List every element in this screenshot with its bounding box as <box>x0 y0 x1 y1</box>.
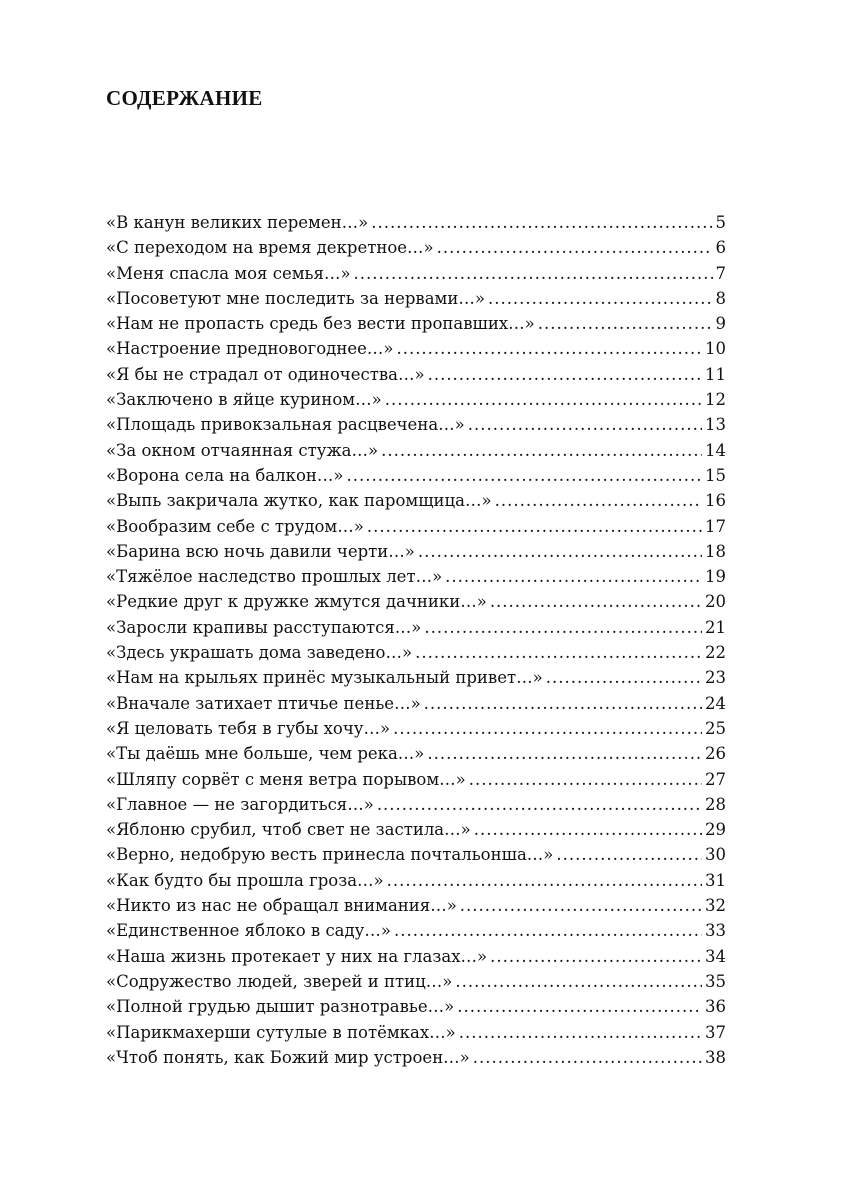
toc-entry-page-number: 36 <box>705 997 726 1017</box>
toc-entry-page-number: 8 <box>715 288 726 308</box>
toc-entry <box>106 1045 726 1070</box>
toc-entry-page-number: 7 <box>715 263 726 283</box>
dot-leader <box>445 564 702 589</box>
toc-entry <box>106 235 726 260</box>
toc-entry <box>106 336 726 361</box>
toc-entry-page-number: 32 <box>705 896 726 916</box>
toc-entry <box>106 767 726 792</box>
toc-entry <box>106 387 726 412</box>
dot-leader <box>490 944 702 969</box>
toc-entry <box>106 488 726 513</box>
toc-entry-title: «Посоветуют мне последить за нервами…» <box>106 288 485 308</box>
toc-entry-page-number: 21 <box>705 617 726 637</box>
toc-entry <box>106 741 726 766</box>
dot-leader <box>469 767 702 792</box>
toc-entry-page-number: 18 <box>705 541 726 561</box>
toc-entry <box>106 463 726 488</box>
toc-entry <box>106 994 726 1019</box>
toc-entry-page-number: 9 <box>715 314 726 334</box>
toc-entry-page-number: 10 <box>705 339 726 359</box>
toc-entry-title: «Настроение предновогоднее…» <box>106 339 394 359</box>
toc-entry-page-number: 14 <box>705 440 726 460</box>
toc-entry-page-number: 25 <box>705 718 726 738</box>
dot-leader <box>346 463 702 488</box>
toc-entry-title: «Чтоб понять, как Божий мир устроен…» <box>106 1047 470 1067</box>
dot-leader <box>538 311 713 336</box>
toc-entry-title: «Выпь закричала жутко, как паромщица…» <box>106 491 492 511</box>
toc-entry-title: «Нам не пропасть средь без вести пропавших…» <box>106 314 535 334</box>
dot-leader <box>381 438 702 463</box>
toc-entry <box>106 615 726 640</box>
toc-entry-title: «За окном отчаянная стужа…» <box>106 440 379 460</box>
dot-leader <box>427 741 702 766</box>
toc-entry-page-number: 29 <box>705 820 726 840</box>
toc-entry <box>106 362 726 387</box>
toc-entry <box>106 412 726 437</box>
toc-entry-title: «Барина всю ночь давили черти…» <box>106 541 415 561</box>
toc-entry-page-number: 31 <box>705 870 726 890</box>
toc-entry <box>106 311 726 336</box>
toc-entry <box>106 286 726 311</box>
toc-entry-title: «Яблоню срубил, чтоб свет не застила…» <box>106 820 471 840</box>
table-of-contents <box>106 210 726 1070</box>
toc-entry-title: «Единственное яблоко в саду…» <box>106 921 391 941</box>
toc-entry-page-number: 33 <box>705 921 726 941</box>
toc-entry-page-number: 16 <box>705 491 726 511</box>
toc-entry-page-number: 15 <box>705 465 726 485</box>
toc-entry-title: «Главное — не загордиться…» <box>106 794 374 814</box>
toc-entry <box>106 868 726 893</box>
dot-leader <box>367 514 702 539</box>
toc-entry-page-number: 35 <box>705 971 726 991</box>
toc-entry-title: «Наша жизнь протекает у них на глазах…» <box>106 946 488 966</box>
toc-entry-title: «Меня спасла моя семья…» <box>106 263 351 283</box>
toc-entry <box>106 640 726 665</box>
dot-leader <box>455 969 702 994</box>
dot-leader <box>495 488 702 513</box>
toc-entry-page-number: 38 <box>705 1047 726 1067</box>
toc-entry <box>106 969 726 994</box>
dot-leader <box>424 615 702 640</box>
toc-entry-page-number: 22 <box>705 643 726 663</box>
toc-entry <box>106 539 726 564</box>
dot-leader <box>415 640 702 665</box>
toc-entry <box>106 918 726 943</box>
dot-leader <box>473 1045 702 1070</box>
toc-entry <box>106 261 726 286</box>
dot-leader <box>490 589 702 614</box>
toc-entry-page-number: 11 <box>705 364 726 384</box>
toc-entry-page-number: 26 <box>705 744 726 764</box>
toc-entry-title: «В канун великих перемен…» <box>106 213 369 232</box>
toc-entry-title: «Заключено в яйце курином…» <box>106 390 382 410</box>
dot-leader <box>474 817 702 842</box>
dot-leader <box>393 716 702 741</box>
toc-entry <box>106 589 726 614</box>
toc-entry-page-number: 30 <box>705 845 726 865</box>
toc-entry <box>106 893 726 918</box>
toc-entry-page-number: 12 <box>705 390 726 410</box>
toc-entry <box>106 691 726 716</box>
dot-leader <box>394 918 702 943</box>
dot-leader <box>428 362 702 387</box>
toc-entry-title: «Верно, недобрую весть принесла почтальонша…» <box>106 845 554 865</box>
dot-leader <box>385 387 702 412</box>
dot-leader <box>377 792 702 817</box>
toc-entry-page-number: 19 <box>705 567 726 587</box>
toc-entry <box>106 1020 726 1045</box>
toc-entry-title: «Тяжёлое наследство прошлых лет…» <box>106 567 443 587</box>
dot-leader <box>468 412 702 437</box>
dot-leader <box>424 691 702 716</box>
toc-entry-title: «Ты даёшь мне больше, чем река…» <box>106 744 425 764</box>
toc-entry-page-number: 17 <box>705 516 726 536</box>
toc-entry-title: «Заросли крапивы расступаются…» <box>106 617 422 637</box>
dot-leader <box>371 210 712 235</box>
toc-entry-page-number: 20 <box>705 592 726 612</box>
dot-leader <box>546 665 702 690</box>
dot-leader <box>396 336 702 361</box>
toc-entry-title: «С переходом на время декретное…» <box>106 238 434 258</box>
toc-entry <box>106 438 726 463</box>
toc-entry-title: «Вообразим себе с трудом…» <box>106 516 364 536</box>
toc-entry-title: «Парикмахерши сутулые в потёмках…» <box>106 1022 456 1042</box>
toc-entry-title: «Ворона села на балкон…» <box>106 465 344 485</box>
dot-leader <box>387 868 702 893</box>
dot-leader <box>418 539 702 564</box>
toc-entry-page-number: 34 <box>705 946 726 966</box>
toc-entry-title: «Я целовать тебя в губы хочу…» <box>106 718 391 738</box>
toc-entry-title: «Как будто бы прошла гроза…» <box>106 870 384 890</box>
dot-leader <box>457 994 702 1019</box>
toc-entry-page-number: 23 <box>705 668 726 688</box>
toc-entry-title: «Полной грудью дышит разнотравье…» <box>106 997 455 1017</box>
toc-entry-page-number: 6 <box>715 238 726 258</box>
toc-entry-title: «Площадь привокзальная расцвечена…» <box>106 415 465 435</box>
dot-leader <box>437 235 713 260</box>
toc-entry <box>106 665 726 690</box>
toc-entry <box>106 716 726 741</box>
toc-entry <box>106 944 726 969</box>
dot-leader <box>354 261 713 286</box>
toc-entry-title: «Никто из нас не обращал внимания…» <box>106 896 457 916</box>
dot-leader <box>556 842 702 867</box>
toc-entry-title: «Здесь украшать дома заведено…» <box>106 643 413 663</box>
toc-entry-title: «Вначале затихает птичье пенье…» <box>106 693 421 713</box>
toc-entry-page-number: 27 <box>705 769 726 789</box>
toc-entry-page-number: 13 <box>705 415 726 435</box>
toc-entry-page-number: 37 <box>705 1022 726 1042</box>
toc-entry-title: «Редкие друг к дружке жмутся дачники…» <box>106 592 487 612</box>
toc-entry <box>106 210 726 235</box>
toc-entry-page-number: 5 <box>715 213 726 232</box>
toc-entry <box>106 817 726 842</box>
toc-entry-title: «Нам на крыльях принёс музыкальный привет…» <box>106 668 543 688</box>
toc-entry-title: «Шляпу сорвёт с меня ветра порывом…» <box>106 769 466 789</box>
dot-leader <box>459 1020 702 1045</box>
dot-leader <box>488 286 713 311</box>
toc-entry <box>106 792 726 817</box>
toc-entry-title: «Я бы не страдал от одиночества…» <box>106 364 425 384</box>
toc-entry-page-number: 28 <box>705 794 726 814</box>
toc-entry <box>106 564 726 589</box>
toc-entry-page-number: 24 <box>705 693 726 713</box>
page-title: СОДЕРЖАНИЕ <box>106 86 263 110</box>
toc-entry <box>106 842 726 867</box>
toc-entry-title: «Содружество людей, зверей и птиц…» <box>106 971 453 991</box>
toc-entry <box>106 514 726 539</box>
dot-leader <box>460 893 702 918</box>
